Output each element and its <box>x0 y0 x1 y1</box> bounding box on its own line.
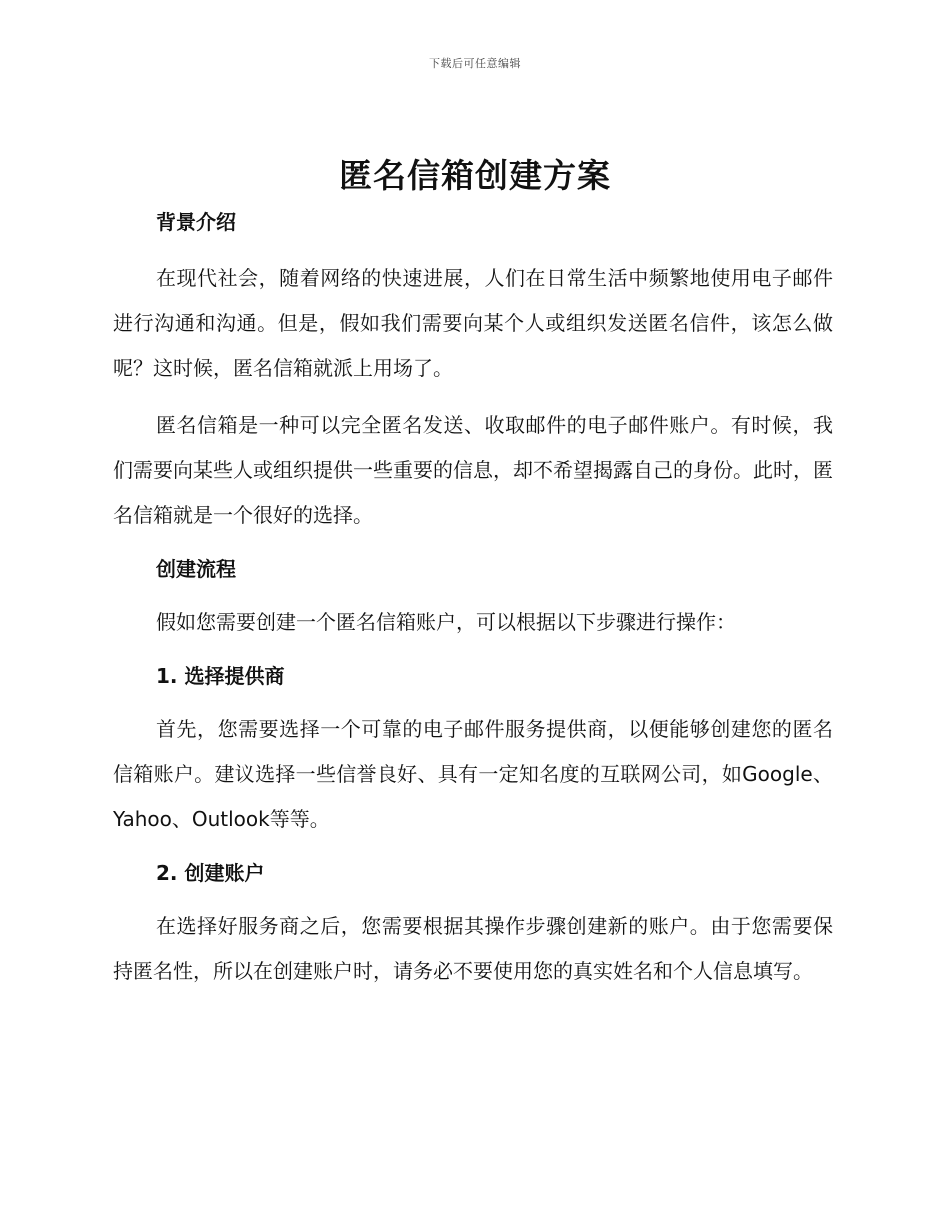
section-heading-background: 背景介绍 <box>156 210 236 234</box>
paragraph-background-1: 在现代社会，随着网络的快速进展，人们在日常生活中频繁地使用电子邮件进行沟通和沟通。但是，假如我们需要向某个人或组织发送匿名信件，该怎么做呢？这时候，匿名信箱就派上用场了。 <box>113 266 833 380</box>
paragraph-process-intro: 假如您需要创建一个匿名信箱账户，可以根据以下步骤进行操作： <box>156 610 736 634</box>
document-body <box>113 205 833 994</box>
header-note: 下载后可任意编辑 <box>429 57 521 70</box>
paragraph-step-1: 首先，您需要选择一个可靠的电子邮件服务提供商，以便能够创建您的匿名信箱账户。建议选择一些信誉良好、具有一定知名度的互联网公司，如Google、Yahoo、Outlook等等。 <box>113 717 833 831</box>
document-title: 匿名信箱创建方案 <box>339 156 611 195</box>
step-heading-2: 2. 创建账户 <box>156 861 265 885</box>
paragraph-background-2: 匿名信箱是一种可以完全匿名发送、收取邮件的电子邮件账户。有时候，我们需要向某些人或组织提供一些重要的信息，却不希望揭露自己的身份。此时，匿名信箱就是一个很好的选择。 <box>113 413 833 527</box>
step-heading-1: 1. 选择提供商 <box>156 664 285 688</box>
paragraph-step-2: 在选择好服务商之后，您需要根据其操作步骤创建新的账户。由于您需要保持匿名性，所以在创建账户时，请务必不要使用您的真实姓名和个人信息填写。 <box>113 914 833 983</box>
section-heading-process: 创建流程 <box>156 557 236 581</box>
